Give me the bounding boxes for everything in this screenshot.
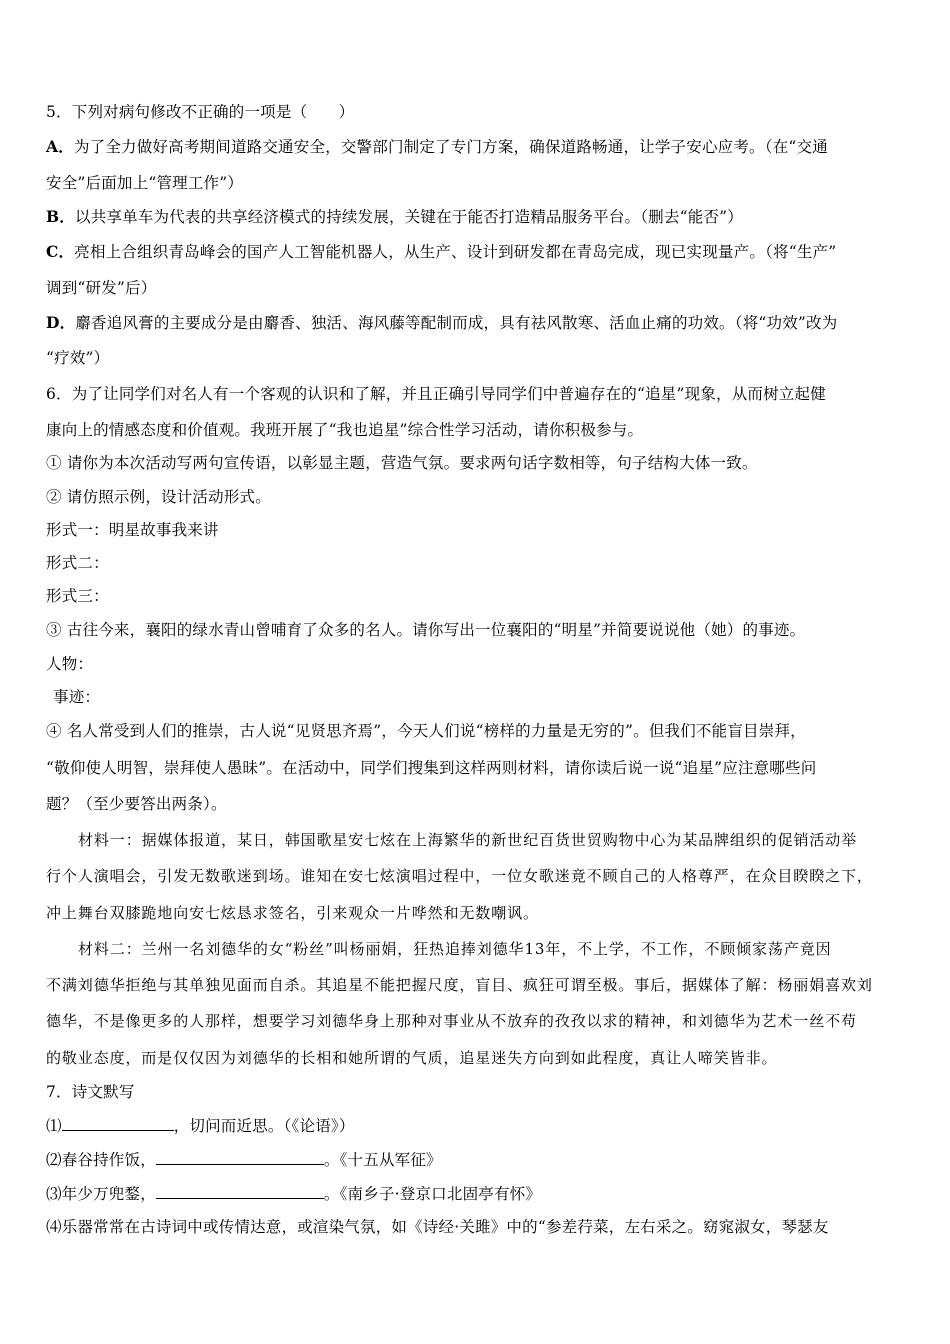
material-2: 材料二：兰州一名刘德华的女“粉丝”叫杨丽娟，狂热追捧刘德华13年，不上学，不工作，不顾倾家荡产竟因 — [78, 940, 832, 958]
material-1-cont: 行个人演唱会，引发无数歌迷到场。谁知在安七炫演唱过程中，一位女歌迷竟不顾自己的人格尊严，在众目睽睽之下， — [46, 867, 873, 885]
q6-item-1: ① 请你为本次活动写两句宣传语，以彰显主题，营造气氛。要求两句话字数相等，句子结构大体一致。 — [46, 454, 758, 472]
q6-item-4-end: 题？（至少要答出两条）。 — [46, 795, 227, 813]
q5-option-a-text: 为了全力做好高考期间道路交通安全，交警部门制定了专门方案，确保道路畅通，让学子安心应考。（在“交通 — [73, 138, 828, 156]
q6-form-3: 形式三： — [46, 587, 109, 605]
q5-stem: 5．下列对病句修改不正确的一项是（ ） — [46, 103, 355, 121]
q6-form-1: 形式一：明星故事我来讲 — [46, 521, 219, 539]
q5-option-b — [46, 206, 743, 228]
q6-deeds: 事迹： — [53, 688, 101, 706]
q7-poem-2 — [46, 1148, 442, 1171]
q5-option-d-text: 麝香追风膏的主要成分是由麝香、独活、海风藤等配制而成，具有祛风散寒、活血止痛的功效。（将“功效”改为 — [75, 314, 838, 332]
q7-poem-1 — [46, 1114, 355, 1137]
q7-poem-4-text: 乐器常常在古诗词中或传情达意，或渲染气氛，如《诗经·关雎》中的“参差荇菜，左右采之。窈窕淑女，琴瑟友 — [61, 1218, 829, 1236]
q7-poem-2-number: ⑵ — [46, 1151, 62, 1169]
q7-poem-4 — [46, 1216, 829, 1238]
q7-stem: 7．诗文默写 — [46, 1083, 135, 1101]
q5-option-c-cont: 调到“研发”后） — [46, 279, 157, 297]
q5-option-a-cont: 安全”后面加上“管理工作”） — [46, 174, 244, 192]
q5-option-b-label: B． — [46, 207, 76, 226]
q7-poem-3-number: ⑶ — [46, 1185, 62, 1203]
q7-poem-1-blank[interactable] — [62, 1114, 174, 1131]
q5-option-d-cont: “疗效”） — [46, 349, 110, 367]
q6-stem-cont: 康向上的情感态度和价值观。我班开展了“我也追星”综合性学习活动，请你积极参与。 — [46, 421, 644, 439]
q7-poem-1-number: ⑴ — [46, 1117, 62, 1135]
material-1: 材料一：据媒体报道，某日，韩国歌星安七炫在上海繁华的新世纪百货世贸购物中心为某品牌组织的促销活动举 — [78, 831, 858, 849]
q6-form-2: 形式二： — [46, 554, 109, 572]
material-2-end: 的敬业态度，而是仅仅因为刘德华的长相和她所谓的气质，追星迷失方向到如此程度，真让人啼笑皆非。 — [46, 1049, 778, 1067]
q6-person: 人物： — [46, 655, 94, 673]
q7-poem-1-text: ，切问而近思。（《论语》） — [173, 1117, 355, 1135]
q6-stem: 6．为了让同学们对名人有一个客观的认识和了解，并且正确引导同学们中普遍存在的“追星”现象，从而树立起健 — [46, 385, 826, 403]
q6-item-4-cont: “敬仰使人明智，崇拜使人愚昧”。在活动中，同学们搜集到这样两则材料，请你读后说一说“追星”应注意哪些问 — [46, 759, 817, 777]
material-2-cont-1: 不满刘德华拒绝与其单独见面而自杀。其追星不能把握尺度，盲目、疯狂可谓至极。事后，据媒体了解：杨丽娟喜欢刘 — [46, 976, 873, 994]
q5-option-a — [46, 136, 828, 158]
q5-option-c — [46, 241, 836, 263]
q5-option-c-text: 亮相上合组织青岛峰会的国产人工智能机器人，从生产、设计到研发都在青岛完成，现已实现量产。（将“生产” — [74, 243, 837, 261]
q7-poem-4-number: ⑷ — [46, 1218, 62, 1236]
q6-item-4: ④ 名人常受到人们的推崇，古人说“见贤思齐焉”，今天人们说“榜样的力量是无穷的”。但我们不能盲目崇拜， — [46, 722, 806, 740]
q7-poem-2-blank[interactable] — [156, 1148, 324, 1165]
q7-poem-2-post: 。《十五从军征》 — [323, 1151, 442, 1169]
q6-item-2: ② 请仿照示例，设计活动形式。 — [46, 488, 271, 506]
q7-poem-3-post: 。《南乡子·登京口北固亭有怀》 — [323, 1185, 542, 1203]
q5-option-d — [46, 312, 837, 334]
q7-poem-3-pre: 年少万兜鍪， — [61, 1185, 156, 1203]
material-1-end: 冲上舞台双膝跪地向安七炫恳求签名，引来观众一片哗然和无数嘲讽。 — [46, 904, 539, 922]
q7-poem-3 — [46, 1182, 541, 1205]
material-2-cont-2: 德华，不是像更多的人那样，想要学习刘德华身上那种对事业从不放弃的孜孜以求的精神，和刘德华为艺术一丝不苟 — [46, 1012, 857, 1030]
q5-option-a-label: A． — [46, 137, 74, 156]
q6-item-3: ③ 古往今来，襄阳的绿水青山曾哺育了众多的名人。请你写出一位襄阳的“明星”并简要说说他（她）的事迹。 — [46, 621, 806, 639]
q7-poem-3-blank[interactable] — [156, 1182, 324, 1199]
q7-poem-2-pre: 春谷持作饭， — [61, 1151, 156, 1169]
q5-option-c-label: C． — [46, 242, 75, 261]
q5-option-d-label: D． — [46, 313, 76, 332]
q5-option-b-text: 以共享单车为代表的共享经济模式的持续发展，关键在于能否打造精品服务平台。（删去“能否”） — [75, 208, 743, 226]
